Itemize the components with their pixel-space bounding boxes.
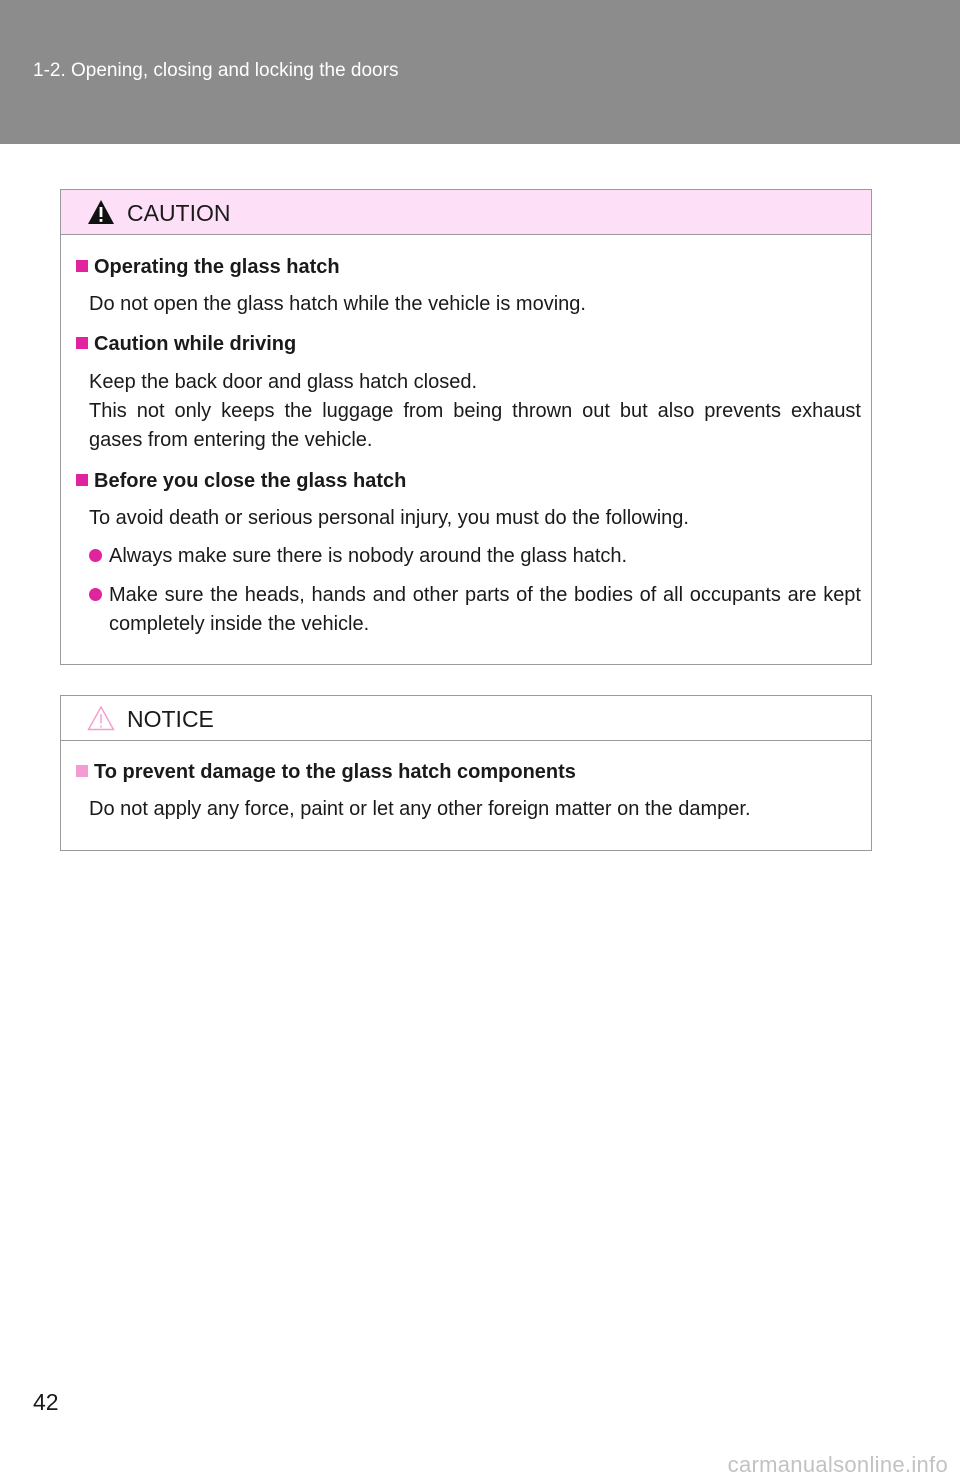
page-number: 42 bbox=[33, 1389, 59, 1415]
notice-header bbox=[61, 696, 871, 741]
section-title: Before you close the glass hatch bbox=[76, 470, 406, 493]
notice-box bbox=[60, 695, 872, 851]
page-header bbox=[0, 0, 960, 144]
section-text: Keep the back door and glass hatch closed. bbox=[89, 371, 478, 393]
section-text: This not only keeps the luggage from being thrown out but also prevents exhaust gases from entering the vehicle. bbox=[89, 400, 861, 451]
caution-header bbox=[61, 190, 871, 235]
square-bullet-icon bbox=[76, 765, 88, 777]
chapter-title: 1-2. Opening, closing and locking the doors bbox=[33, 60, 399, 81]
list-item: Make sure the heads, hands and other parts of the bodies of all occupants are kept completely inside the vehicle. bbox=[89, 581, 861, 639]
round-bullet-icon bbox=[89, 588, 102, 601]
section-text: Do not apply any force, paint or let any other foreign matter on the damper. bbox=[89, 798, 751, 820]
square-bullet-icon bbox=[76, 260, 88, 272]
square-bullet-icon bbox=[76, 337, 88, 349]
list-item: Always make sure there is nobody around the glass hatch. bbox=[89, 542, 861, 571]
caution-label: CAUTION bbox=[127, 200, 231, 226]
notice-label: NOTICE bbox=[127, 706, 214, 732]
warning-triangle-outline-icon bbox=[86, 704, 116, 732]
section-text: To avoid death or serious personal injury, you must do the following. bbox=[89, 507, 689, 529]
round-bullet-icon bbox=[89, 549, 102, 562]
warning-triangle-filled-icon bbox=[86, 198, 116, 226]
section-title: To prevent damage to the glass hatch components bbox=[76, 761, 576, 784]
section-text: Do not open the glass hatch while the vehicle is moving. bbox=[89, 293, 586, 315]
watermark: carmanualsonline.info bbox=[727, 1452, 948, 1477]
caution-box bbox=[60, 189, 872, 665]
section-title: Operating the glass hatch bbox=[76, 256, 340, 279]
section-title: Caution while driving bbox=[76, 333, 296, 356]
square-bullet-icon bbox=[76, 474, 88, 486]
